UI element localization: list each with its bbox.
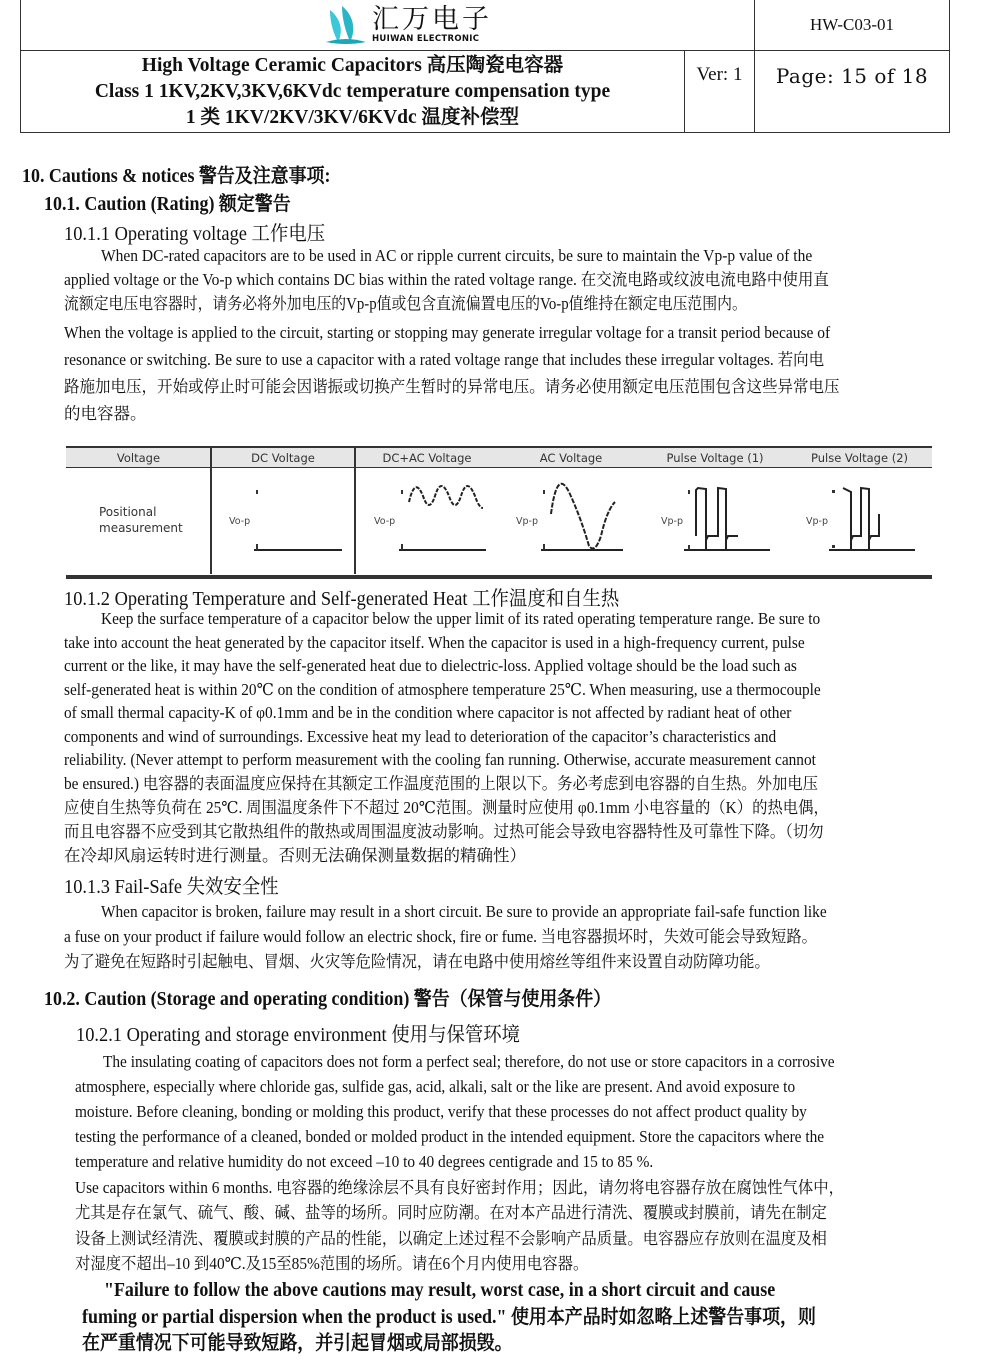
para-line: 在冷却风扇运转时进行测量。否则无法确保测量数据的精确性） <box>64 846 526 865</box>
section-10-2-heading: 10.2. Caution (Storage and operating condition) 警告（保管与使用条件） <box>44 989 612 1010</box>
para-line: current or the like, it may have the self-generated heat due to dielectric-loss. Applied voltage should be the load such as <box>64 656 797 675</box>
section-10-1-heading: 10.1. Caution (Rating) 额定警告 <box>44 194 291 215</box>
para-line: 路施加电压，开始或停止时可能会因谐振或切换产生暂时的异常电压。请务必使用额定电压范围包含这些异常电压 <box>64 377 840 396</box>
doc-title <box>21 50 684 132</box>
para-line: atmosphere, especially where chloride gas, sulfide gas, acid, alkali, salt or the like are present. And avoid exposure to <box>75 1077 796 1096</box>
para-line: applied voltage or the Vo-p which contains DC bias within the rated voltage range. 在交流电路或纹波电流电路中使用直 <box>64 270 829 289</box>
row-label-line-2: measurement <box>99 521 183 535</box>
para-line: When the voltage is applied to the circuit, starting or stopping may generate irregular voltage for a transit period because of <box>64 323 831 342</box>
marker-bottom <box>832 545 835 548</box>
diagram-header-row <box>66 446 932 468</box>
para-line: 的电容器。 <box>64 404 147 423</box>
dc-ac-voltage-waveform <box>371 474 501 569</box>
row-label-line-1: Positional <box>99 505 157 519</box>
para-line: The insulating coating of capacitors does not form a perfect seal; therefore, do not use or store capacitors in a corrosive <box>103 1052 835 1071</box>
header-pulse-voltage-2: Pulse Voltage (2) <box>810 450 909 465</box>
wave-label: Vo-p <box>374 516 396 527</box>
warning-line: "Failure to follow the above cautions may result, worst case, in a short circuit and cause <box>104 1280 776 1301</box>
pulse-wave <box>843 488 879 550</box>
wave-label: Vp-p <box>806 516 828 527</box>
section-10-1-1-heading: 10.1.1 Operating voltage 工作电压 <box>64 223 326 245</box>
para-line: Keep the surface temperature of a capacitor below the upper limit of its rated operating temperature range. Be sure to <box>101 609 821 628</box>
sine-wave <box>551 484 615 549</box>
company-logo <box>324 4 492 46</box>
section-10-1-2-heading: 10.1.2 Operating Temperature and Self-generated Heat 工作温度和自生热 <box>64 588 620 610</box>
para-line: testing the performance of a cleaned, bonded or molded product in the intended equipment. Store the capacitors where the <box>75 1127 825 1146</box>
warning-line: fuming or partial dispersion when the product is used." 使用本产品时如忽略上述警告事项，则 <box>82 1307 816 1328</box>
para-line: When capacitor is broken, failure may result in a short circuit. Be sure to provide an appropriate fail-safe function like <box>101 902 827 921</box>
ac-voltage-waveform <box>513 474 643 569</box>
para-line: 而且电容器不应受到其它散热组件的散热或周围温度波动影响。过热可能会导致电容器特性及可靠性下降。（切勿 <box>64 822 824 841</box>
doc-code: HW-C03-01 <box>754 0 949 50</box>
para-line: When DC-rated capacitors are to be used in AC or ripple current circuits, be sure to maintain the Vp-p value of the <box>101 246 813 265</box>
para-line: be ensured.) 电容器的表面温度应保持在其额定工作温度范围的上限以下。务必考虑到电容器的自生热。外加电压 <box>64 774 819 793</box>
marker-top <box>401 490 403 494</box>
para-line: resonance or switching. Be sure to use a capacitor with a rated voltage range that includes these irregular voltages. 若向电 <box>64 350 825 369</box>
row-label <box>66 504 211 536</box>
para-line: components and wind of surroundings. Excessive heat my lead to deterioration of the capacitor’s characteristics and <box>64 727 777 746</box>
marker-top <box>832 490 835 493</box>
ripple-wave <box>409 486 483 508</box>
wave-label: Vp-p <box>661 516 683 527</box>
warning-line: 在严重情况下可能导致短路，并引起冒烟或局部损毁。 <box>82 1333 513 1354</box>
pulse-voltage-1-waveform <box>658 474 788 569</box>
marker-bottom <box>256 544 258 550</box>
table-bottom-rule <box>66 575 932 579</box>
marker-top <box>543 490 545 494</box>
wave-label: Vp-p <box>516 516 538 527</box>
logo-cell <box>21 0 754 50</box>
para-line: Use capacitors within 6 months. 电容器的绝缘涂层不具有良好密封作用；因此，请勿将电容器存放在腐蚀性气体中， <box>75 1178 844 1197</box>
title-line-2: Class 1 1KV,2KV,3KV,6KVdc temperature compensation type <box>94 81 611 102</box>
title-line-3: 1 类 1KV/2KV/3KV/6KVdc 温度补偿型 <box>185 107 520 128</box>
voltage-diagram-table <box>66 444 932 579</box>
para-line: take into account the heat generated by the capacitor itself. When the capacitor is used in a high-frequency current, pulse <box>64 633 805 652</box>
header-dc-voltage: DC Voltage <box>251 450 315 465</box>
header-pulse-voltage-1: Pulse Voltage (1) <box>666 450 764 465</box>
marker-bottom <box>543 544 545 550</box>
header-ac-voltage: AC Voltage <box>539 450 603 465</box>
section-10-2-1-heading: 10.2.1 Operating and storage environment 使用与保管环境 <box>76 1024 521 1046</box>
logo-chinese-name: 汇万电子 <box>372 4 492 35</box>
marker-bottom <box>688 545 690 550</box>
pulse-voltage-2-waveform <box>803 474 933 569</box>
header-top-row <box>21 0 949 51</box>
sail-logo-icon <box>324 4 368 46</box>
version: Ver: 1 <box>684 50 754 132</box>
para-line: 对湿度不超出–10 到40℃.及15至85%范围的场所。请在6个月内使用电容器。 <box>75 1254 589 1273</box>
para-line: reliability. (Never attempt to perform measurement with the cooling fan running. Otherwise, accurate measurement cannot <box>64 750 816 769</box>
wave-label: Vo-p <box>229 516 251 527</box>
header-dc-ac-voltage: DC+AC Voltage <box>382 450 472 465</box>
section-10-heading: 10. Cautions & notices 警告及注意事项: <box>22 166 331 187</box>
para-line: 尤其是存在氯气、硫气、酸、碱、盐等的场所。同时应防潮。在对本产品进行清洗、覆膜或封膜前，请先在制定 <box>75 1203 827 1222</box>
marker-top <box>688 490 690 494</box>
para-line: 应使自生热等负荷在 25℃. 周围温度条件下不超过 20℃范围。测量时应使用 φ0.1mm 小电容量的（K）的热电偶， <box>64 798 829 817</box>
para-line: a fuse on your product if failure would follow an electric shock, fire or fume. 当电容器损坏时，失效可能会导致短路。 <box>64 927 818 946</box>
para-line: of small thermal capacity-K of φ0.1mm and be in the condition where capacitor is not affected by radiant heat of other <box>64 703 792 722</box>
para-line: moisture. Before cleaning, bonding or molding this product, verify that these processes do not affect product quality by <box>75 1102 807 1121</box>
pulse-wave <box>696 488 738 550</box>
page-number: Page: 15 of 18 <box>754 50 949 132</box>
para-line: 设备上测试经清洗、覆膜或封膜的产品的性能，以确定上述过程不会影响产品质量。电容器应存放则在温度及相 <box>75 1229 827 1248</box>
para-line: 为了避免在短路时引起触电、冒烟、火灾等危险情况，请在电路中使用熔丝等组件来设置自动防障功能。 <box>64 952 770 971</box>
marker-bottom <box>401 544 403 550</box>
dc-voltage-waveform <box>226 474 356 569</box>
para-line: temperature and relative humidity do not exceed –10 to 40 degrees centigrade and 15 to 85 %. <box>75 1152 654 1171</box>
para-line: 流额定电压电容器时，请务必将外加电压的Vp-p值或包含直流偏置电压的Vo-p值维持在额定电压范围内。 <box>64 294 747 313</box>
document-header <box>20 0 950 133</box>
marker-top <box>256 490 258 494</box>
section-10-1-3-heading: 10.1.3 Fail-Safe 失效安全性 <box>64 876 279 898</box>
para-line: self-generated heat is within 20℃ on the condition of atmosphere temperature 25℃. When measuring, use a thermocouple <box>64 680 821 699</box>
title-line-1: High Voltage Ceramic Capacitors 高压陶瓷电容器 <box>141 55 564 76</box>
header-voltage: Voltage <box>116 450 161 465</box>
logo-english-name: HUIWAN ELECTRONIC <box>372 34 480 44</box>
